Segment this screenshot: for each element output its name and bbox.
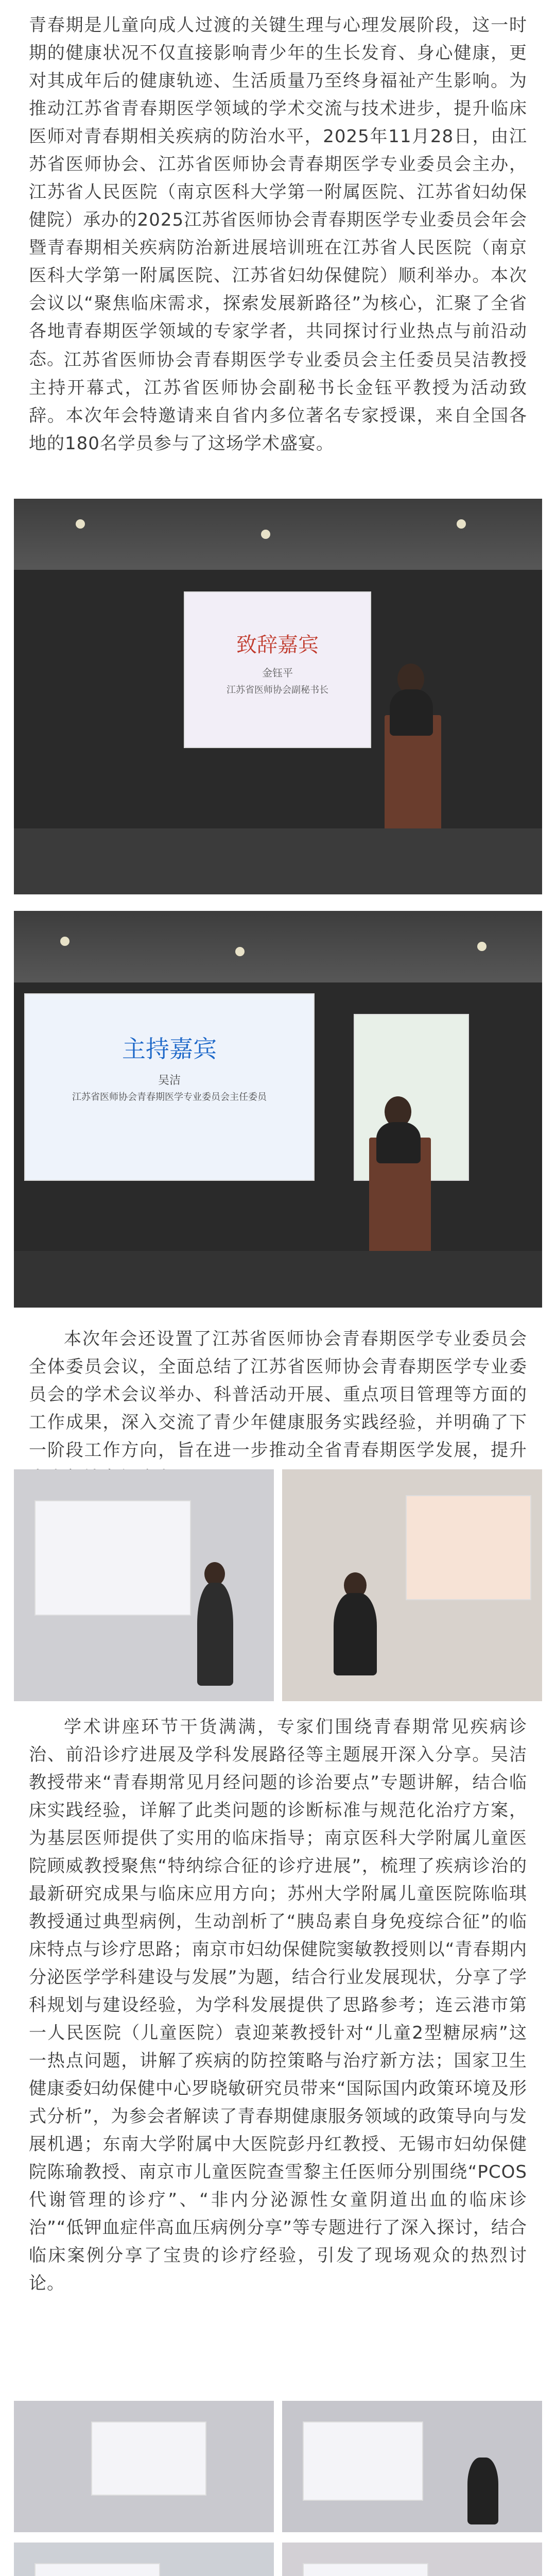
lecture-photo-4 — [282, 2543, 542, 2576]
lecture-photo-2 — [282, 2401, 542, 2532]
host-slide — [24, 993, 315, 1181]
intro-paragraph: 青春期是儿童向成人过渡的关键生理与心理发展阶段，这一时期的健康状况不仅直接影响青少年的生长发育、身心健康，更对其成年后的健康轨迹、生活质量乃至终身福祉产生影响。为推动江苏省青春期医学领域的学术交流与技术进步，提升临床医师对青春期相关疾病的防治水平，2025年11月28日，由江苏省医师协会、江苏省医师协会青春期医学专业委员会主办，江苏省人民医院（南京医科大学第一附属医院、江苏省妇幼保健院）承办的2025江苏省医师协会青春期医学专业委员会年会暨青春期相关疾病防治新进展培训班在江苏省人民医院（南京医科大学第一附属医院、江苏省妇幼保健院）顺利举办。本次会议以“聚焦临床需求，探索发展新路径”为核心，汇聚了全省各地青春期医学领域的专家学者，共同探讨行业热点与前沿动态。 — [29, 15, 527, 369]
welcome-slide-name: 金钰平 — [262, 667, 293, 679]
lectures-paragraph: 学术讲座环节干货满满，专家们围绕青春期常见疾病诊治、前沿诊疗进展及学科发展路径等主题展开深入分享。吴洁教授带来“青春期常见月经问题的诊治要点”专题讲解，结合临床实践经验，详解了此类问题的诊断标准与规范化治疗方案，为基层医师提供了实用的临床指导；南京医科大学附属儿童医院顾威教授聚焦“特纳综合征的诊疗进展”，梳理了疾病诊治的最新研究成果与临床应用方向；苏州大学附属儿童医院陈临琪教授通过典型病例，生动剖析了“胰岛素自身免疫综合征”的临床特点与诊疗思路；南京市妇幼保健院窦敏教授则以“青春期内分泌医学学科建设与发展”为题，结合行业发展现状，分享了学科规划与建设经验，为学科发展提供了思路参考；连云港市第一人民医院（儿童医院）袁迎莱教授针对“儿童2型糖尿病”这一热点问题，讲解了疾病的防控策略与治疗新方法；国家卫生健康委妇幼保健中心罗晓敏研究员带来“国际国内政策环境及形式分析”，为参会者解读了青春期健康服务领域的政策导向与发展机遇；东南大学附属中大医院彭丹红教授、无锡市妇幼保健院陈瑜教授、南京市儿童医院查雪黎主任医师分别围绕“PCOS代谢管理的诊疗”、“非内分泌源性女童阴道出血的临床诊治”“低钾血症伴高血压病例分享”等专题进行了深入探讨，结合临床案例分享了宝贵的诊疗经验，引发了现场观众的热烈讨论。 — [29, 1717, 527, 2294]
host-slide-name: 吴洁 — [158, 1074, 181, 1087]
host-slide-role: 江苏省医师协会青春期医学专业委员会主任委员 — [72, 1092, 267, 1103]
host-slide-title: 主持嘉宾 — [122, 1035, 217, 1063]
welcome-slide-title: 致辞嘉宾 — [236, 633, 319, 657]
welcome-slide — [184, 591, 371, 748]
committee-meeting-photo-right — [282, 1469, 542, 1701]
committee-meeting-photo-left — [14, 1469, 274, 1701]
lecture-photo-1 — [14, 2401, 274, 2532]
lecture-photo-3 — [14, 2543, 274, 2576]
committee-paragraph: 本次年会还设置了江苏省医师协会青春期医学专业委员会全体委员会议，全面总结了江苏省医师协会青春期医学专业委员会的学术会议举办、科普活动开展、重点项目管理等方面的工作成果，深入交流了青少年健康服务实践经验，并明确了下一阶段工作方向，旨在进一步推动全省青春期医学发展，提升 — [29, 1329, 527, 1461]
host-photo — [14, 911, 542, 1308]
welcome-speech-photo — [14, 499, 542, 894]
opening-paragraph: 江苏省医师协会青春期医学专业委员会主任委员吴洁教授主持开幕式，江苏省医师协会副秘书长金钰平教授为活动致辞。本次年会特邀请来自省内多位著名专家授课，来自全国各地的180名学员参与了这场学术盛宴。 — [29, 350, 527, 454]
welcome-slide-role: 江苏省医师协会副秘书长 — [227, 685, 328, 696]
